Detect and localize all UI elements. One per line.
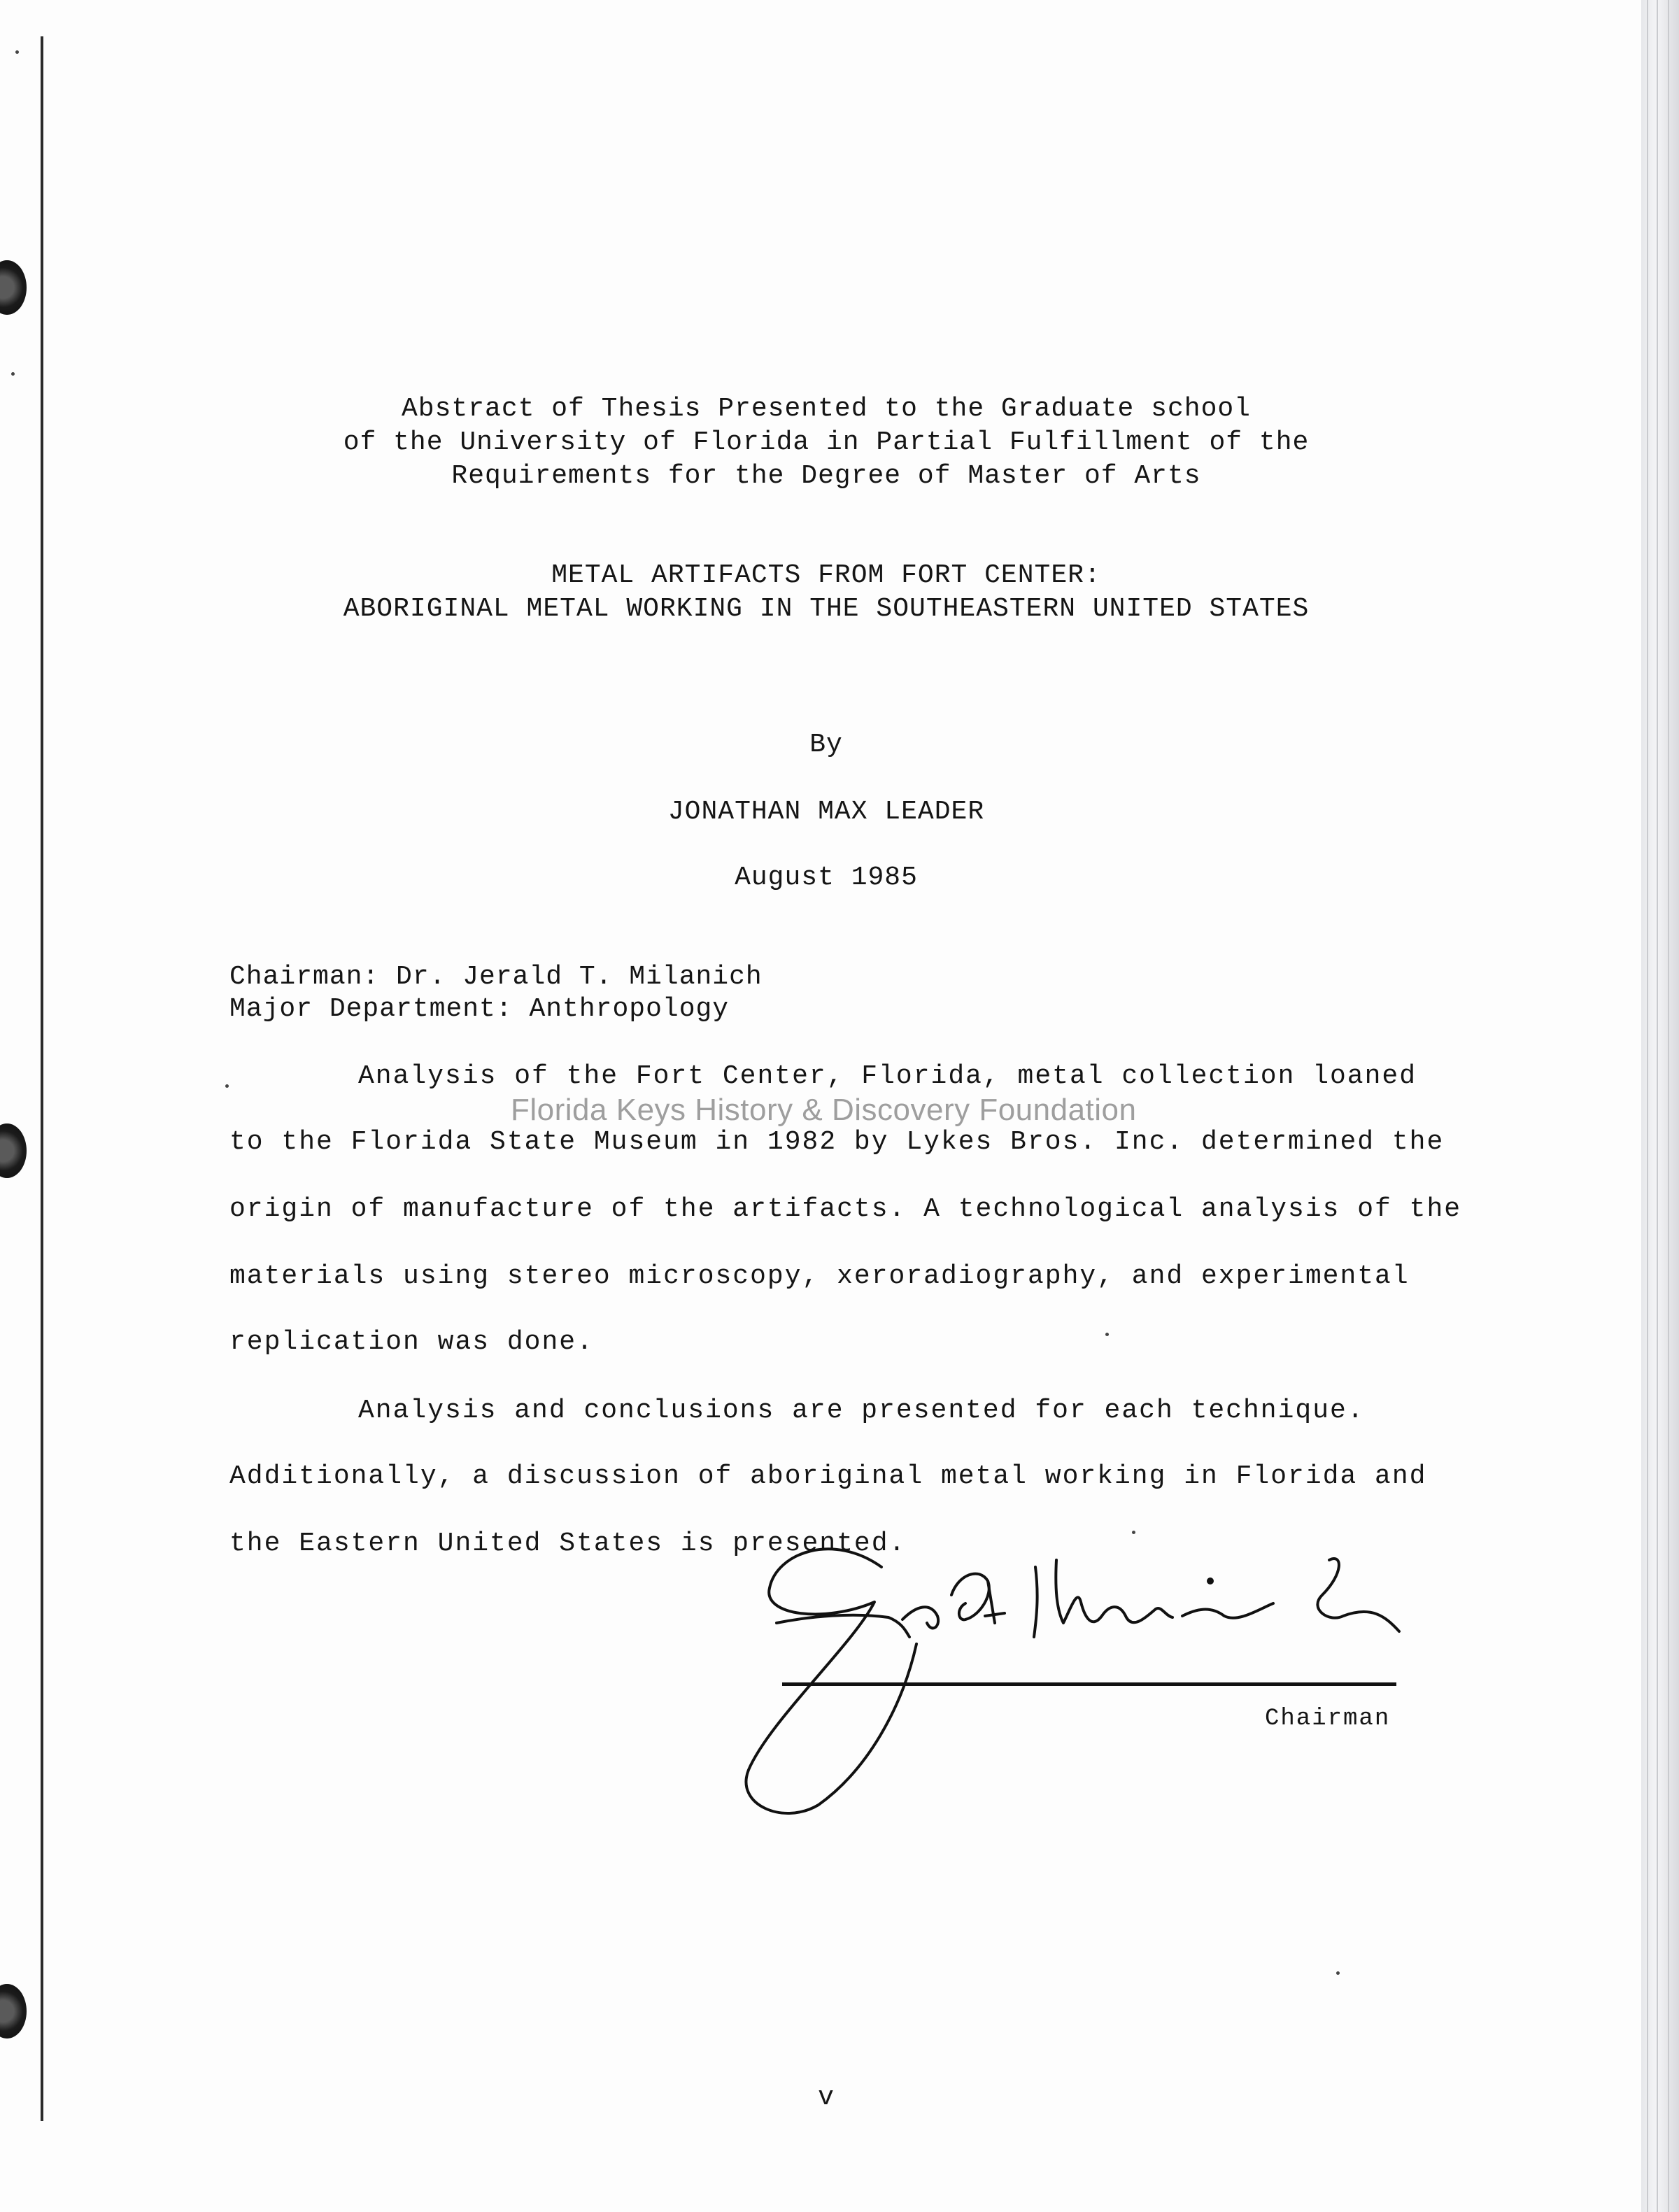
- abstract-p1-line-5: replication was done.: [229, 1327, 594, 1357]
- scan-speck: [1132, 1531, 1135, 1534]
- chairman-line: Chairman: Dr. Jerald T. Milanich: [229, 962, 763, 992]
- chairman-signature: [728, 1539, 1413, 1833]
- punch-hole: [0, 260, 27, 315]
- abstract-p1-line-4: materials using stereo microscopy, xeroradiography, and experimental: [229, 1261, 1410, 1291]
- abstract-heading-line-2: of the University of Florida in Partial Fulfillment of the: [343, 427, 1310, 458]
- scan-speck: [1336, 1971, 1340, 1975]
- author-name: JONATHAN MAX LEADER: [667, 797, 985, 827]
- scan-speck: [225, 1084, 229, 1088]
- binding-edge-line: [41, 36, 43, 2121]
- page-number: v: [818, 2083, 835, 2113]
- abstract-p1-line-3: origin of manufacture of the artifacts. A technological analysis of the: [229, 1194, 1462, 1224]
- scan-speck: [15, 50, 19, 54]
- department-line: Major Department: Anthropology: [229, 994, 730, 1024]
- abstract-p2-line-2: Additionally, a discussion of aboriginal metal working in Florida and: [229, 1461, 1427, 1491]
- abstract-heading-line-3: Requirements for the Degree of Master of Arts: [451, 461, 1201, 491]
- thesis-title-line-1: METAL ARTIFACTS FROM FORT CENTER:: [551, 560, 1101, 590]
- watermark: Florida Keys History & Discovery Foundation: [511, 1093, 1137, 1127]
- scan-speck: [11, 372, 15, 376]
- abstract-heading-line-1: Abstract of Thesis Presented to the Graduate school: [402, 394, 1251, 424]
- signature-line: [782, 1682, 1396, 1686]
- signature-caption: Chairman: [1265, 1706, 1391, 1732]
- paper-stack-edge: [1641, 0, 1679, 2212]
- thesis-date: August 1985: [735, 863, 918, 893]
- punch-hole: [0, 1984, 27, 2039]
- scan-speck: [1105, 1333, 1109, 1336]
- abstract-p1-line-1: Analysis of the Fort Center, Florida, metal collection loaned: [358, 1061, 1417, 1091]
- abstract-p1-line-2: to the Florida State Museum in 1982 by Lykes Bros. Inc. determined the: [229, 1127, 1445, 1157]
- by-label: By: [809, 730, 843, 760]
- abstract-p2-line-1: Analysis and conclusions are presented for each technique.: [358, 1396, 1365, 1426]
- punch-hole: [0, 1123, 27, 1178]
- abstract-p2-line-3: the Eastern United States is presented.: [229, 1529, 907, 1559]
- thesis-title-line-2: ABORIGINAL METAL WORKING IN THE SOUTHEASTERN UNITED STATES: [343, 594, 1310, 624]
